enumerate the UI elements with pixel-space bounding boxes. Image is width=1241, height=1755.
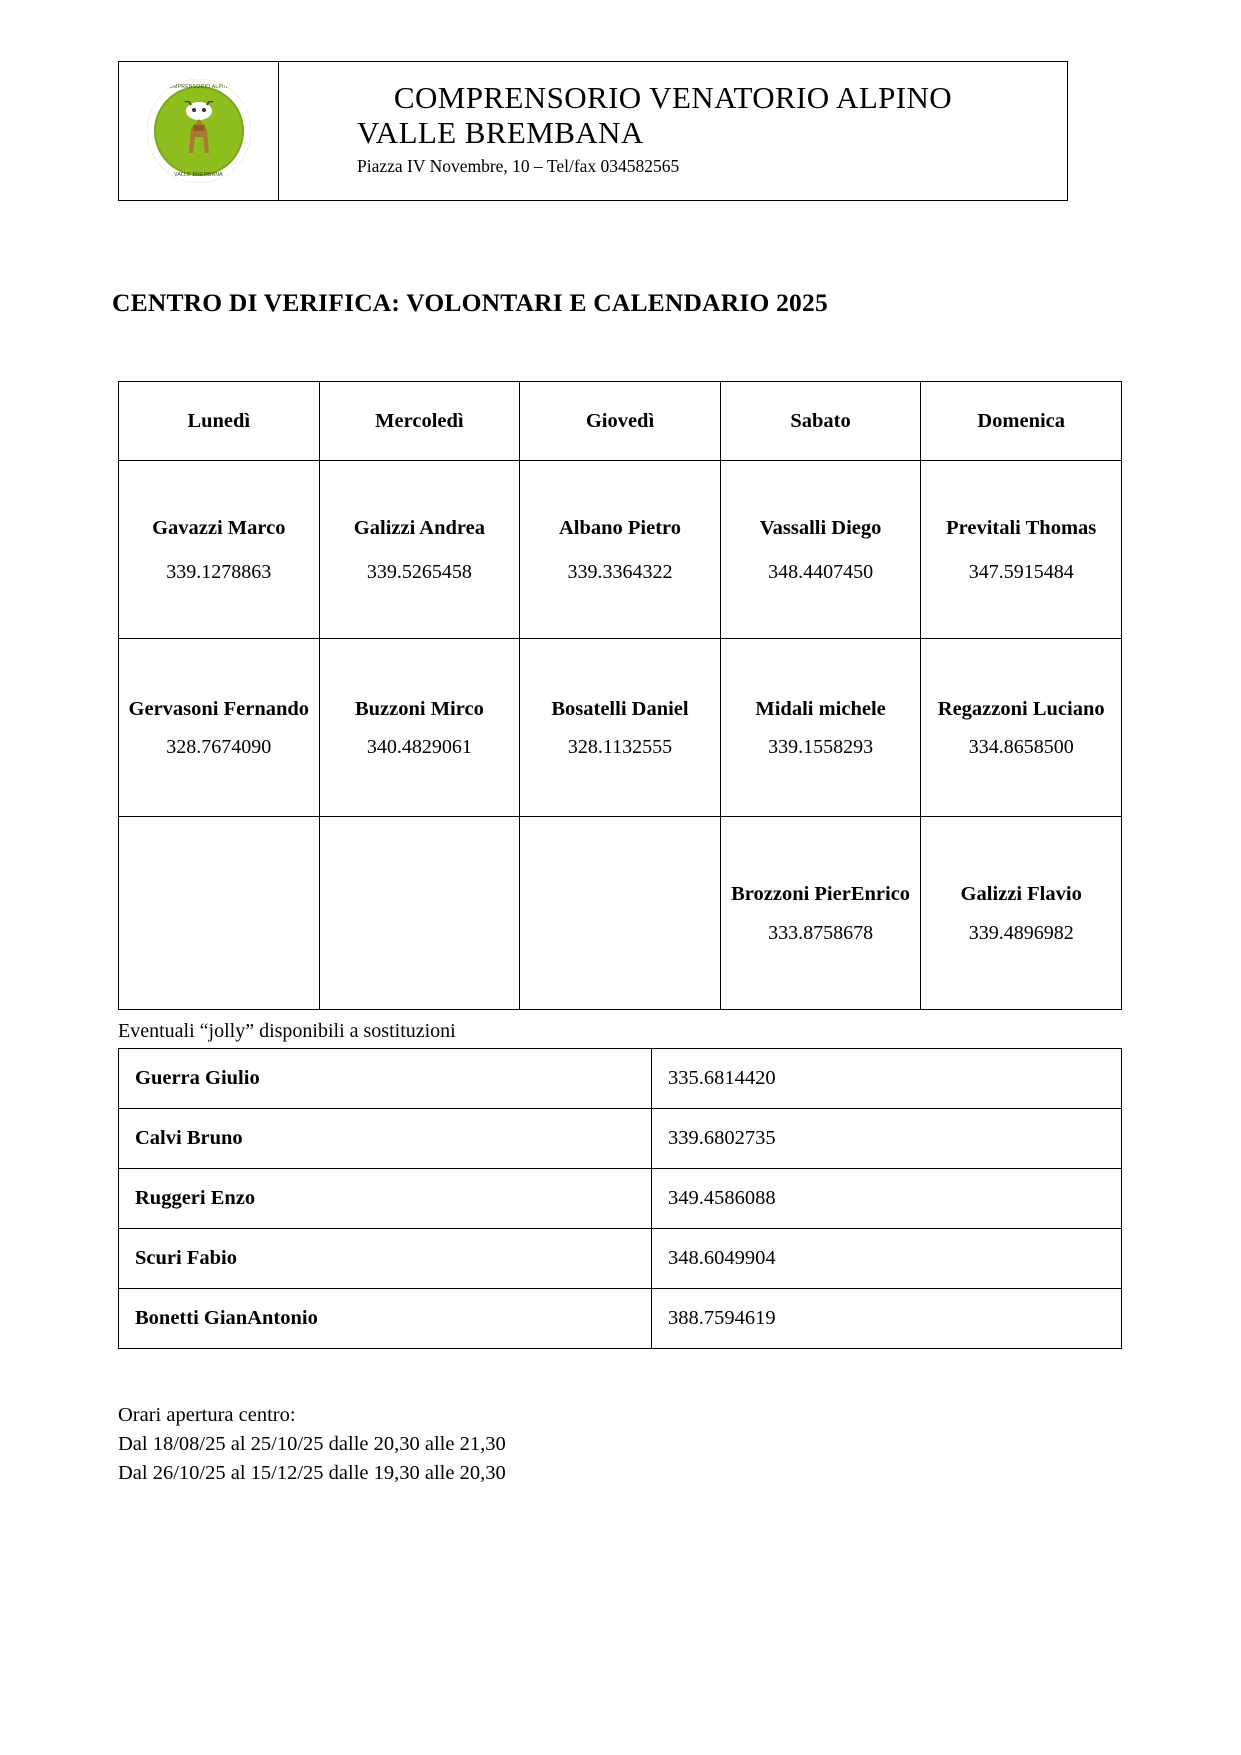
logo-text-bottom: VALLE BREMBANA [174,172,223,178]
logo-cell [119,62,279,200]
jolly-table [118,1048,1122,1349]
empty-cell [324,823,516,1003]
jolly-name: Guerra Giulio [119,1049,652,1109]
volunteer-name: Previtali Thomas [946,516,1097,539]
volunteer-name: Galizzi Flavio [960,883,1082,906]
jolly-phone: 349.4586088 [652,1169,1122,1229]
opening-hours-line2: Dal 26/10/25 al 15/12/25 dalle 19,30 alle 20,30 [118,1462,506,1485]
calendar-cell [720,817,921,1010]
calendar-table [118,381,1122,1010]
calendar-col-lunedi: Lunedì [119,382,320,461]
volunteer-phone: 339.4896982 [968,921,1074,944]
calendar-cell [921,817,1122,1010]
jolly-row [119,1169,1122,1229]
cva-logo-icon [147,79,251,183]
volunteer-name: Buzzoni Mirco [354,697,484,720]
volunteer-phone: 328.1132555 [567,736,673,759]
calendar-cell [119,639,320,817]
calendar-col-domenica: Domenica [921,382,1122,461]
volunteer-name: Brozzoni PierEnrico [731,883,911,906]
calendar-cell [720,461,921,639]
volunteer-name: Bosatelli Daniel [551,697,689,720]
letterhead [118,61,1068,201]
calendar-cell [520,639,721,817]
calendar-header-row [119,382,1122,461]
volunteer-phone: 339.3364322 [567,561,673,584]
calendar-col-mercoledi: Mercoledì [319,382,520,461]
volunteer-name: Regazzoni Luciano [937,697,1105,720]
jolly-row [119,1109,1122,1169]
volunteer-phone: 328.7674090 [166,736,272,759]
jolly-label: Eventuali “jolly” disponibili a sostituzioni [118,1020,456,1042]
volunteer-phone: 348.4407450 [768,561,874,584]
volunteer-name: Midali michele [755,697,886,720]
jolly-name: Bonetti GianAntonio [119,1289,652,1349]
org-name-line1: COMPRENSORIO VENATORIO ALPINO [393,80,953,116]
calendar-cell [520,461,721,639]
calendar-cell [319,639,520,817]
jolly-phone: 339.6802735 [652,1109,1122,1169]
volunteer-name: Vassalli Diego [759,516,882,539]
calendar-cell [319,461,520,639]
calendar-cell [921,639,1122,817]
calendar-col-giovedi: Giovedì [520,382,721,461]
page-title: CENTRO DI VERIFICA: VOLONTARI E CALENDARIO 2025 [112,288,828,317]
volunteer-phone: 347.5915484 [968,561,1074,584]
jolly-phone: 388.7594619 [652,1289,1122,1349]
opening-hours-heading: Orari apertura centro: [118,1404,296,1426]
opening-hours-line1: Dal 18/08/25 al 25/10/25 dalle 20,30 alle 21,30 [118,1433,506,1456]
logo-text-top: COMPRENSORIO ALPINO [165,84,232,90]
calendar-cell [119,461,320,639]
jolly-row [119,1289,1122,1349]
calendar-col-sabato: Sabato [720,382,921,461]
calendar-row [119,639,1122,817]
calendar-cell [520,817,721,1010]
volunteer-phone: 339.5265458 [366,561,472,584]
volunteer-phone: 339.1278863 [166,561,272,584]
calendar-cell [119,817,320,1010]
calendar-cell [921,461,1122,639]
jolly-name: Ruggeri Enzo [119,1169,652,1229]
empty-cell [123,823,315,1003]
jolly-phone: 335.6814420 [652,1049,1122,1109]
volunteer-name: Galizzi Andrea [353,516,485,539]
chamois-illustration-icon [171,101,227,165]
volunteer-phone: 334.8658500 [968,736,1074,759]
jolly-name: Calvi Bruno [119,1109,652,1169]
jolly-phone: 348.6049904 [652,1229,1122,1289]
opening-hours [118,1401,506,1488]
calendar-cell [720,639,921,817]
calendar-cell [319,817,520,1010]
volunteer-phone: 333.8758678 [768,921,874,944]
volunteer-phone: 340.4829061 [366,736,472,759]
letterhead-text [279,62,1067,200]
volunteer-name: Albano Pietro [558,516,682,539]
org-name-line2: VALLE BREMBANA [357,115,644,150]
volunteer-name: Gervasoni Fernando [128,697,310,720]
jolly-row [119,1229,1122,1289]
jolly-name: Scuri Fabio [119,1229,652,1289]
calendar-row [119,461,1122,639]
volunteer-name: Gavazzi Marco [152,516,286,539]
jolly-row [119,1049,1122,1109]
empty-cell [524,823,716,1003]
volunteer-phone: 339.1558293 [768,736,874,759]
calendar-row [119,817,1122,1010]
org-address: Piazza IV Novembre, 10 – Tel/fax 034582565 [357,155,680,176]
